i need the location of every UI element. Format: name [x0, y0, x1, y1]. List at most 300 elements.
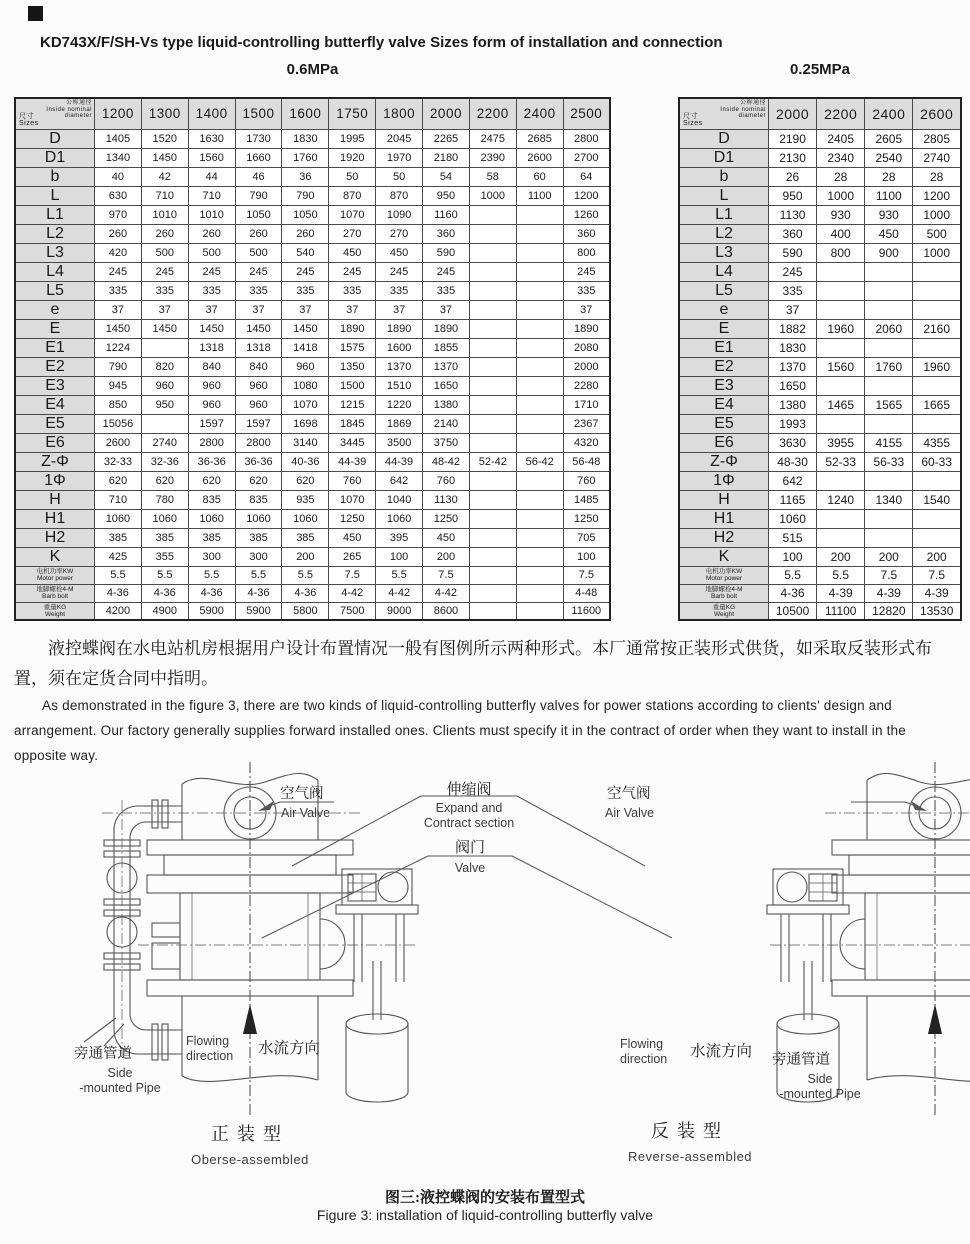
row-label: H — [679, 490, 769, 509]
table-cell — [516, 357, 563, 376]
expand-valve-label-en-line2: Contract section — [423, 816, 515, 830]
row-label: e — [15, 300, 95, 319]
table-cell: 1318 — [188, 338, 235, 357]
table-row — [15, 300, 610, 319]
table-cell: 970 — [95, 205, 142, 224]
table-cell: 4-39 — [913, 584, 961, 602]
table-cell — [469, 300, 516, 319]
expand-valve-label-en-line1: Expand and — [435, 801, 503, 815]
table-cell — [469, 243, 516, 262]
table-cell: 335 — [95, 281, 142, 300]
table-cell — [865, 300, 913, 319]
table-cell: 1650 — [769, 376, 817, 395]
table-row — [679, 528, 961, 547]
table-cell: 1890 — [563, 319, 610, 338]
table-cell: 40-36 — [282, 452, 329, 471]
table-cell: 360 — [769, 224, 817, 243]
table-cell — [817, 376, 865, 395]
flow-direction-label-en-left — [186, 1034, 233, 1064]
table-cell — [516, 395, 563, 414]
side-en-line1-left: Side — [107, 1066, 133, 1080]
table-cell: 1130 — [423, 490, 470, 509]
table-cell: 1993 — [769, 414, 817, 433]
table-cell: 260 — [188, 224, 235, 243]
table-cell: 2805 — [913, 129, 961, 148]
table-cell — [469, 547, 516, 566]
table-cell: 270 — [376, 224, 423, 243]
row-label: E2 — [15, 357, 95, 376]
table-row — [679, 452, 961, 471]
table-cell: 2605 — [865, 129, 913, 148]
table-cell: 4-42 — [376, 584, 423, 602]
table-cell: 245 — [423, 262, 470, 281]
table-cell: 1350 — [329, 357, 376, 376]
table-cell: 385 — [141, 528, 188, 547]
table-cell: 710 — [141, 186, 188, 205]
air-valve-label-cn-right: 空气阀 — [607, 786, 651, 802]
corner-mark — [28, 6, 43, 21]
table-row — [15, 205, 610, 224]
side-pipe-label-en-left — [66, 1066, 174, 1096]
table-cell — [865, 376, 913, 395]
table-cell — [817, 528, 865, 547]
corner-bottom-text: 尺寸 Sizes — [683, 112, 703, 127]
table-cell: 5800 — [282, 602, 329, 620]
table-cell — [516, 490, 563, 509]
table-cell — [469, 528, 516, 547]
table-cell: 1630 — [188, 129, 235, 148]
table-cell: 2600 — [95, 433, 142, 452]
oberse-type-label-cn: 正装型 — [211, 1124, 289, 1144]
table-cell: 48-42 — [423, 452, 470, 471]
table-cell: 2405 — [817, 129, 865, 148]
table-cell: 930 — [817, 205, 865, 224]
table-cell: 5.5 — [817, 566, 865, 584]
table-cell: 5900 — [235, 602, 282, 620]
table-row — [679, 224, 961, 243]
table-cell: 1224 — [95, 338, 142, 357]
table-cell: 200 — [282, 547, 329, 566]
flow-en-line1-left: Flowing — [186, 1034, 230, 1048]
table-cell: 3750 — [423, 433, 470, 452]
table-cell — [516, 262, 563, 281]
table-cell: 1220 — [376, 395, 423, 414]
table-cell — [913, 376, 961, 395]
table-cell: 10500 — [769, 602, 817, 620]
table-cell: 2800 — [563, 129, 610, 148]
table-cell — [516, 414, 563, 433]
table-cell: 335 — [235, 281, 282, 300]
row-label: E — [15, 319, 95, 338]
table-cell: 590 — [769, 243, 817, 262]
table-cell: 200 — [913, 547, 961, 566]
table-cell: 5.5 — [141, 566, 188, 584]
table-cell: 500 — [188, 243, 235, 262]
row-label: L3 — [15, 243, 95, 262]
side-pipe-label-en-right — [764, 1072, 876, 1102]
column-header: 2000 — [423, 98, 470, 129]
table-cell: 5.5 — [95, 566, 142, 584]
table-cell: 4155 — [865, 433, 913, 452]
table-row — [15, 602, 610, 620]
table-cell: 515 — [769, 528, 817, 547]
table-cell: 1370 — [423, 357, 470, 376]
row-label: E2 — [679, 357, 769, 376]
table-cell: 1260 — [563, 205, 610, 224]
table-row — [679, 584, 961, 602]
table-cell: 2700 — [563, 148, 610, 167]
table-cell — [865, 471, 913, 490]
corner-top-text: 公称通径 Inside nominal diameter — [46, 100, 92, 119]
table-cell — [469, 395, 516, 414]
row-label: L1 — [679, 205, 769, 224]
table-cell: 44-39 — [376, 452, 423, 471]
table-cell: 450 — [865, 224, 913, 243]
oberse-type-label-en: Oberse-assembled — [191, 1152, 309, 1167]
table-cell: 3140 — [282, 433, 329, 452]
table-cell — [516, 338, 563, 357]
table-cell — [516, 528, 563, 547]
air-valve-label-en-left: Air Valve — [281, 806, 331, 820]
table-cell: 37 — [329, 300, 376, 319]
table-cell: 4320 — [563, 433, 610, 452]
table-cell — [469, 319, 516, 338]
row-label: D1 — [679, 148, 769, 167]
column-header: 2000 — [769, 98, 817, 129]
table-cell — [913, 338, 961, 357]
table-cell: 7.5 — [423, 566, 470, 584]
table-row — [679, 319, 961, 338]
table-cell — [913, 471, 961, 490]
table-cell: 1318 — [235, 338, 282, 357]
table-cell — [469, 433, 516, 452]
column-header: 2200 — [817, 98, 865, 129]
table-cell: 4-36 — [141, 584, 188, 602]
column-header: 2200 — [469, 98, 516, 129]
table-cell: 2475 — [469, 129, 516, 148]
table-cell: 950 — [769, 186, 817, 205]
row-label: E — [679, 319, 769, 338]
table-row — [15, 319, 610, 338]
table-row — [15, 224, 610, 243]
row-label: Z-Φ — [679, 452, 769, 471]
table-cell: 1010 — [141, 205, 188, 224]
air-valve-label-cn-left: 空气阀 — [280, 786, 324, 802]
table-cell: 1040 — [376, 490, 423, 509]
table-cell: 960 — [188, 395, 235, 414]
table-cell: 1450 — [141, 148, 188, 167]
table-cell — [469, 414, 516, 433]
side-en-line2-right: -mounted Pipe — [779, 1087, 861, 1101]
table-cell: 7.5 — [865, 566, 913, 584]
table-cell: 1165 — [769, 490, 817, 509]
table-cell: 1510 — [376, 376, 423, 395]
table-cell: 1995 — [329, 129, 376, 148]
table-cell — [817, 262, 865, 281]
table-cell: 780 — [141, 490, 188, 509]
valve-label-en: Valve — [454, 861, 486, 875]
table-cell: 265 — [329, 547, 376, 566]
table-cell — [913, 414, 961, 433]
table-cell: 1760 — [282, 148, 329, 167]
row-label: 重量KG Weight — [679, 602, 769, 620]
table-cell: 2540 — [865, 148, 913, 167]
size-table-025mpa — [678, 97, 962, 621]
table-cell: 1500 — [329, 376, 376, 395]
table-cell: 1830 — [769, 338, 817, 357]
table-cell — [865, 338, 913, 357]
table-cell: 450 — [329, 243, 376, 262]
table-cell: 335 — [329, 281, 376, 300]
table-row — [679, 509, 961, 528]
table-cell: 835 — [235, 490, 282, 509]
table-cell: 32-33 — [95, 452, 142, 471]
table-cell: 840 — [235, 357, 282, 376]
row-label: E5 — [15, 414, 95, 433]
table-cell — [516, 471, 563, 490]
table-cell: 2600 — [516, 148, 563, 167]
table-cell: 360 — [563, 224, 610, 243]
table-row — [679, 148, 961, 167]
table-cell: 500 — [913, 224, 961, 243]
table-cell: 620 — [141, 471, 188, 490]
table-cell: 245 — [282, 262, 329, 281]
column-header: 2600 — [913, 98, 961, 129]
flow-direction-label-cn-right: 水流方向 — [690, 1043, 753, 1060]
table-cell: 1450 — [141, 319, 188, 338]
figure-3-diagram — [0, 756, 970, 1178]
table-cell: 50 — [329, 167, 376, 186]
table-row — [15, 584, 610, 602]
table-cell: 1060 — [376, 509, 423, 528]
table-cell — [865, 281, 913, 300]
flow-direction-label-en-right — [620, 1037, 667, 1067]
table-cell: 385 — [95, 528, 142, 547]
table-cell — [865, 414, 913, 433]
table-row — [15, 433, 610, 452]
table-cell: 1250 — [329, 509, 376, 528]
column-header: 1800 — [376, 98, 423, 129]
row-label: H2 — [15, 528, 95, 547]
table-cell: 1380 — [423, 395, 470, 414]
table-cell: 870 — [329, 186, 376, 205]
table-cell: 335 — [188, 281, 235, 300]
table-cell: 1960 — [817, 319, 865, 338]
table-cell: 960 — [188, 376, 235, 395]
table-cell — [469, 357, 516, 376]
table-cell: 705 — [563, 528, 610, 547]
table-cell — [817, 300, 865, 319]
table-cell: 58 — [469, 167, 516, 186]
table-cell: 7.5 — [329, 566, 376, 584]
table-cell: 710 — [95, 490, 142, 509]
table-row — [15, 471, 610, 490]
table-cell: 50 — [376, 167, 423, 186]
table-cell: 12820 — [865, 602, 913, 620]
table-row — [15, 414, 610, 433]
table-cell: 500 — [141, 243, 188, 262]
table-cell: 64 — [563, 167, 610, 186]
table-cell: 540 — [282, 243, 329, 262]
row-label: D — [679, 129, 769, 148]
table-cell: 1050 — [282, 205, 329, 224]
table-cell: 1970 — [376, 148, 423, 167]
table-cell: 48-30 — [769, 452, 817, 471]
table-cell: 1465 — [817, 395, 865, 414]
table-cell: 960 — [235, 395, 282, 414]
table-cell: 450 — [376, 243, 423, 262]
flow-direction-label-cn-left: 水流方向 — [258, 1040, 321, 1057]
table-cell: 1890 — [329, 319, 376, 338]
table-cell: 2800 — [188, 433, 235, 452]
table-cell: 1760 — [865, 357, 913, 376]
table-cell: 1340 — [95, 148, 142, 167]
table-cell: 900 — [865, 243, 913, 262]
table-cell: 1100 — [865, 186, 913, 205]
table-row — [15, 338, 610, 357]
table-cell: 960 — [235, 376, 282, 395]
table-cell: 245 — [769, 262, 817, 281]
table-cell — [516, 224, 563, 243]
row-label: e — [679, 300, 769, 319]
table-cell: 37 — [282, 300, 329, 319]
column-header: 1300 — [141, 98, 188, 129]
row-label: 1Φ — [679, 471, 769, 490]
table-cell: 44-39 — [329, 452, 376, 471]
row-label: L2 — [15, 224, 95, 243]
table-cell: 200 — [865, 547, 913, 566]
table-cell: 245 — [141, 262, 188, 281]
table-cell: 642 — [769, 471, 817, 490]
table-cell — [469, 509, 516, 528]
table-row — [15, 395, 610, 414]
table-row — [15, 490, 610, 509]
table-row — [679, 205, 961, 224]
row-label: 地脚螺栓4-M Barb bolt — [15, 584, 95, 602]
page-title: KD743X/F/SH-Vs type liquid-controlling butterfly valve Sizes form of installation and connection — [40, 34, 723, 51]
table-cell: 26 — [769, 167, 817, 186]
table-cell: 245 — [188, 262, 235, 281]
table-row — [679, 338, 961, 357]
table-cell: 950 — [423, 186, 470, 205]
table-cell — [516, 243, 563, 262]
table-cell: 800 — [817, 243, 865, 262]
table-cell — [516, 566, 563, 584]
table-cell: 1882 — [769, 319, 817, 338]
table-cell: 335 — [563, 281, 610, 300]
table-row — [15, 547, 610, 566]
row-label: H — [15, 490, 95, 509]
table-cell — [469, 602, 516, 620]
table-cell: 1060 — [282, 509, 329, 528]
table-cell: 1597 — [188, 414, 235, 433]
table-cell: 820 — [141, 357, 188, 376]
table-cell: 28 — [913, 167, 961, 186]
table-cell — [516, 433, 563, 452]
table-row — [15, 566, 610, 584]
row-label: Z-Φ — [15, 452, 95, 471]
table-cell — [817, 281, 865, 300]
row-label: E1 — [679, 338, 769, 357]
table-cell: 44 — [188, 167, 235, 186]
table-cell: 1450 — [282, 319, 329, 338]
table-cell: 37 — [95, 300, 142, 319]
table-cell: 2740 — [141, 433, 188, 452]
table-cell: 52-42 — [469, 452, 516, 471]
table-cell: 37 — [376, 300, 423, 319]
table-row — [15, 148, 610, 167]
table-cell: 8600 — [423, 602, 470, 620]
table-cell: 620 — [235, 471, 282, 490]
table-cell: 1215 — [329, 395, 376, 414]
table-cell: 1000 — [913, 243, 961, 262]
table-cell: 4-36 — [188, 584, 235, 602]
table-cell: 13530 — [913, 602, 961, 620]
row-label: L4 — [15, 262, 95, 281]
table-cell: 710 — [188, 186, 235, 205]
table-cell: 37 — [423, 300, 470, 319]
table-cell: 1250 — [563, 509, 610, 528]
table-cell: 5.5 — [235, 566, 282, 584]
table-cell: 4-48 — [563, 584, 610, 602]
table-cell: 420 — [95, 243, 142, 262]
table-row — [15, 376, 610, 395]
table-cell: 1160 — [423, 205, 470, 224]
table-row — [679, 300, 961, 319]
table-cell: 1000 — [469, 186, 516, 205]
table-cell: 1830 — [282, 129, 329, 148]
table-cell — [469, 584, 516, 602]
row-label: D — [15, 129, 95, 148]
table-cell: 2045 — [376, 129, 423, 148]
table-cell: 11600 — [563, 602, 610, 620]
table-row — [679, 357, 961, 376]
table-cell — [516, 602, 563, 620]
table-cell: 1060 — [235, 509, 282, 528]
table-cell — [913, 281, 961, 300]
table-row — [15, 243, 610, 262]
table-cell — [516, 319, 563, 338]
table-cell: 37 — [141, 300, 188, 319]
table-cell: 100 — [769, 547, 817, 566]
table-cell — [469, 338, 516, 357]
table-row — [679, 262, 961, 281]
table-cell: 642 — [376, 471, 423, 490]
table-cell: 1340 — [865, 490, 913, 509]
table-cell: 4900 — [141, 602, 188, 620]
table-cell: 835 — [188, 490, 235, 509]
table-cell — [516, 584, 563, 602]
table-row — [679, 129, 961, 148]
table-cell — [817, 338, 865, 357]
table-cell — [469, 224, 516, 243]
table-row — [679, 547, 961, 566]
table-cell: 945 — [95, 376, 142, 395]
table-cell: 4-36 — [95, 584, 142, 602]
table-cell: 36-36 — [188, 452, 235, 471]
table-cell: 395 — [376, 528, 423, 547]
table-cell: 245 — [95, 262, 142, 281]
row-label: L5 — [15, 281, 95, 300]
flow-en-line2-left: direction — [186, 1049, 234, 1063]
table-cell: 1890 — [423, 319, 470, 338]
corner-cell — [15, 98, 95, 129]
table-cell: 1710 — [563, 395, 610, 414]
side-pipe-label-cn-right: 旁通管道 — [772, 1052, 830, 1068]
table-cell: 1060 — [141, 509, 188, 528]
table-cell: 300 — [188, 547, 235, 566]
side-en-line1-right: Side — [807, 1072, 833, 1086]
